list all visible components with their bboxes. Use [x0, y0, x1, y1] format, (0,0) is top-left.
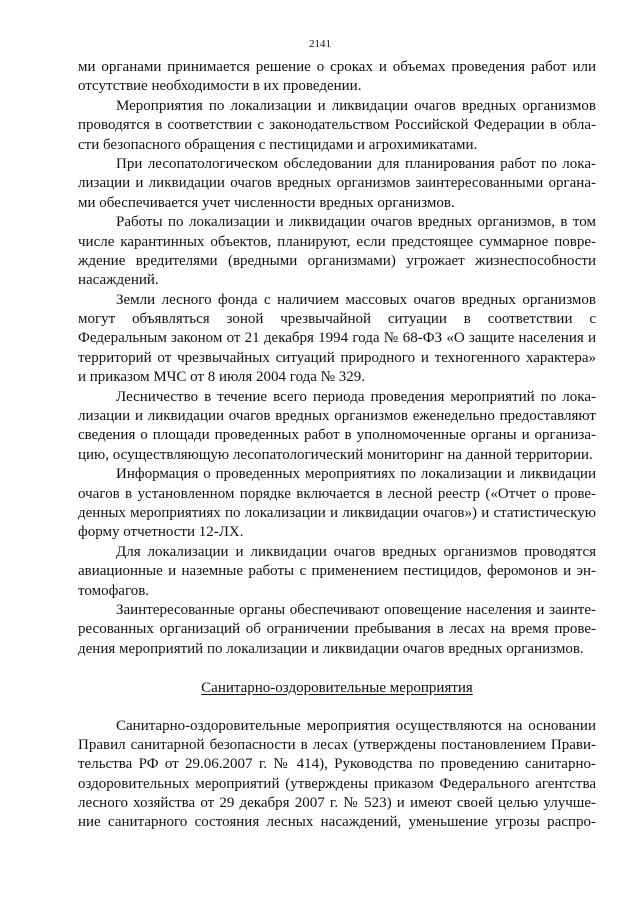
paragraph-line: Лесничество в течение всего периода проведения мероприятий по лока- [116, 388, 596, 405]
paragraph-line: и приказом МЧС от 8 июля 2004 года № 329. [78, 369, 365, 386]
section-heading-text: Санитарно-оздоровительные мероприятия [201, 680, 473, 697]
paragraph-line: числе карантинных объектов, планируют, если предстоящее суммарное повре- [78, 233, 596, 250]
paragraph-line: цию, осуществляющую лесопатологический мониторинг на данной территории. [78, 446, 593, 463]
paragraph-line: могут объявляться зоной чрезвычайной ситуации в соответствии с [78, 311, 596, 328]
paragraph-line: Заинтересованные органы обеспечивают оповещение населения и заинте- [116, 601, 596, 618]
paragraph-line: отсутствие необходимости в их проведении. [78, 78, 362, 95]
paragraph-line: Санитарно-оздоровительные мероприятия осуществляются на основании [116, 717, 596, 734]
section-heading [78, 679, 596, 698]
paragraph-line: Федеральным законом от 21 декабря 1994 года № 68-ФЗ «О защите населения и [78, 330, 596, 347]
paragraph [78, 717, 596, 833]
paragraph-line: ние санитарного состояния лесных насаждений, уменьшение угрозы распро- [78, 814, 596, 831]
paragraph-line: Правил санитарной безопасности в лесах (утверждены постановлением Прави- [78, 736, 596, 753]
paragraph-line: проводятся в соответствии с законодательством Российской Федерации в обла- [78, 117, 596, 134]
paragraph [78, 388, 596, 466]
paragraph-line: ми органами принимается решение о сроках и объемах проведения работ или [78, 59, 596, 75]
paragraph-line: очагов в установленном порядке включается в лесной реестр («Отчет о прове- [78, 485, 596, 502]
paragraph-line: лизации и ликвидации очагов вредных организмов заинтересованными органа- [78, 175, 596, 192]
paragraph-line: томофагов. [78, 582, 150, 599]
paragraph-list [78, 58, 596, 659]
paragraph [78, 213, 596, 291]
paragraph-line: сти безопасного обращения с пестицидами и агрохимикатами. [78, 136, 478, 153]
paragraph-line: насаждений. [78, 272, 159, 289]
paragraph-line: территорий от чрезвычайных ситуаций природного и техногенного характера» [78, 349, 596, 366]
paragraph-line: авиационные и наземные работы с применением пестицидов, феромонов и эн- [78, 563, 596, 580]
paragraph-line: оздоровительных мероприятий (утверждены приказом Федерального агентства [78, 775, 596, 792]
paragraph [78, 465, 596, 543]
paragraph-line: дения мероприятий по локализации и ликвидации очагов вредных организмов. [78, 640, 584, 657]
paragraph-line: ми обеспечивается учет численности вредных организмов. [78, 194, 455, 211]
section-paragraph-container [78, 717, 596, 833]
paragraph-line: Работы по локализации и ликвидации очагов вредных организмов, в том [116, 214, 596, 231]
document-body [78, 58, 596, 833]
paragraph-line: форму отчетности 12-ЛХ. [78, 524, 244, 541]
paragraph-line: Для локализации и ликвидации очагов вредных организмов проводятся [116, 543, 596, 560]
paragraph [78, 97, 596, 155]
paragraph-line: ждение вредителями (вредными организмами) угрожает жизнеспособности [78, 252, 596, 269]
paragraph [78, 58, 596, 97]
paragraph-line: сведения о площади проведенных работ в уполномоченные органы и организа- [78, 427, 596, 444]
paragraph [78, 291, 596, 388]
paragraph-line: денных мероприятиях по локализации и ликвидации очагов») и статистическую [78, 504, 596, 521]
paragraph-line: лизации и ликвидации очагов вредных организмов еженедельно предоставляют [78, 408, 596, 425]
paragraph-line: ресованных организаций об ограничении пребывания в лесах на время прове- [78, 621, 596, 638]
page-number: 2141 [309, 38, 331, 50]
paragraph-line: Информация о проведенных мероприятиях по локализации и ликвидации [116, 466, 596, 483]
paragraph [78, 155, 596, 213]
paragraph [78, 601, 596, 659]
paragraph [78, 543, 596, 601]
paragraph-line: При лесопатологическом обследовании для планирования работ по лока- [116, 155, 596, 172]
paragraph-line: Земли лесного фонда с наличием массовых очагов вредных организмов [116, 291, 596, 308]
paragraph-line: тельства РФ от 29.06.2007 г. № 414), Руководства по проведению санитарно- [78, 756, 596, 773]
paragraph-line: лесного хозяйства от 29 декабря 2007 г. № 523) и имеют своей целью улучше- [78, 795, 596, 812]
paragraph-line: Мероприятия по локализации и ликвидации очагов вредных организмов [116, 97, 596, 114]
